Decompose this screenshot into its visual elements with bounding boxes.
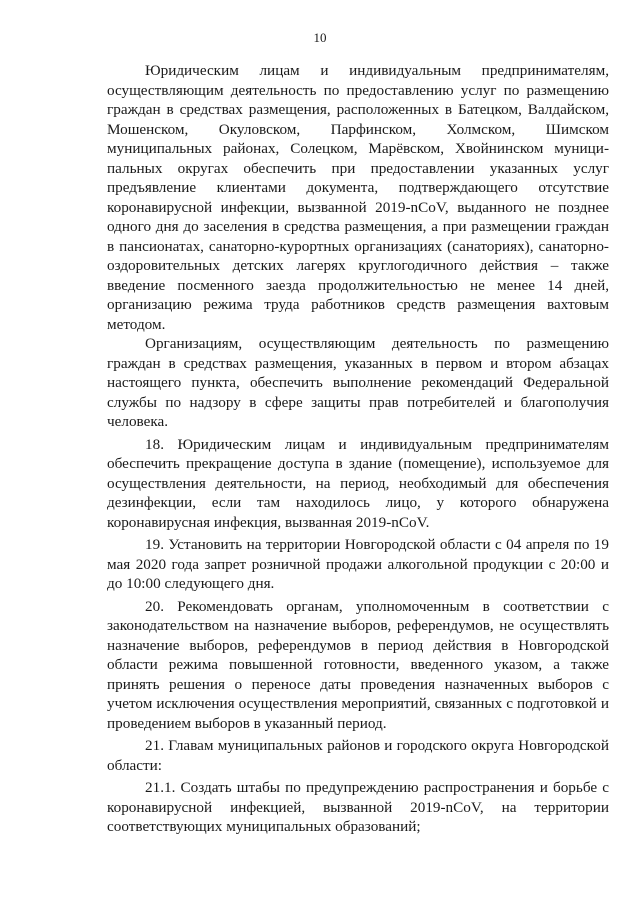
document-body <box>107 61 609 837</box>
page-number: 10 <box>313 30 327 45</box>
paragraph-accommodation-organizations: Организациям, осуществляющим деятельность по размещению граждан в средствах размещения, указанных в первом и втором абзацах настоящего пункта, обеспечить выполнение рекомендаций Федеральной службы по надзору в сфере защиты прав потребителей и благополучия человека. <box>107 335 609 430</box>
paragraph-accommodation-requirements: Юридическим лицам и индивидуальным предпринимателям, осуществляющим деятельность по предоставлению услуг по размещению граждан в средствах размещения, расположенных в Батецком, Валдайском, Мошенском, Окуловском, Парфинском, Холмском, Шимском муниципальных районах, Солецком, Марёвском, Хвойнинском муниципальных округах обеспечить при предоставлении указанных услуг предъявление клиентами документа, подтверждающего отсутствие коронавирусной инфекции, вызванной 2019-nCoV, выданного не позднее одного дня до заселения в средства размещения, а при размещении граждан в пансионатах, санаторно-курортных организациях (санаториях), санаторно-оздоровительных детских лагерях круглогодичного действия – также введение посменного заезда продолжительностью не менее 14 дней, организацию режима труда работников средств размещения вахтовым методом. <box>107 62 609 333</box>
paragraph-item-18: 18. Юридическим лицам и индивидуальным предпринимателям обеспечить прекращение доступа в здание (помещение), используемое для осуществления деятельности, на период, необходимый для обеспечения дезинфекции, если там находилось лицо, у которого обнаружена коронавирусная инфекция, вызванная 2019-nCoV. <box>107 435 609 531</box>
paragraph-item-21: 21. Главам муниципальных районов и городского округа Новгородской области: <box>107 737 609 774</box>
paragraph-item-21-1: 21.1. Создать штабы по предупреждению распространения и борьбе с коронавирусной инфекцией, вызванной 2019-nCoV, на территории соответствующих муниципальных образований; <box>107 779 609 835</box>
paragraph-item-20: 20. Рекомендовать органам, уполномоченным в соответствии с законодательством на назначение выборов, референдумов, не осуществлять назначение выборов, референдумов в период действия в Новгородской области режима повышенной готовности, введенного указом, а также принять решения о переносе даты проведения назначенных выборов с учетом исключения осуществления мероприятий, связанных с подготовкой и проведением выборов в указанный период. <box>107 597 609 732</box>
paragraph-item-19: 19. Установить на территории Новгородской области с 04 апреля по 19 мая 2020 года запрет розничной продажи алкогольной продукции с 20:00 и до 10:00 следующего дня. <box>107 536 609 592</box>
